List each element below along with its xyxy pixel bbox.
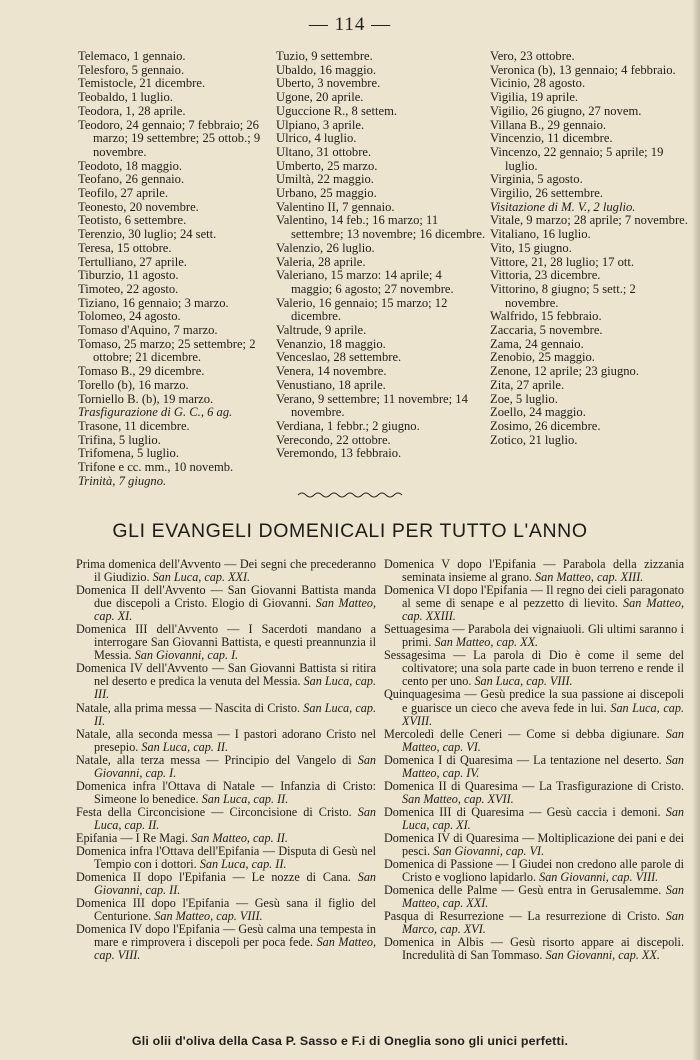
gospel-reference: San Matteo, cap. VIII. — [154, 909, 263, 924]
saint-entry: Vicinio, 28 agosto. — [490, 76, 586, 91]
saint-entry: Venera, 14 novembre. — [276, 364, 387, 379]
saint-entry: Zenone, 12 aprile; 23 giugno. — [490, 364, 639, 379]
saint-entry: Vito, 15 giugno. — [490, 240, 572, 255]
gospel-reference: San Marco, cap. XVI. — [402, 909, 685, 937]
saint-entry: Torello (b), 16 marzo. — [78, 377, 189, 392]
saint-entry: Villana B., 29 gennaio. — [490, 117, 607, 132]
gospel-reference: San Giovanni, cap. VI. — [433, 844, 545, 859]
gospel-entry — [76, 871, 376, 897]
saint-entry: Vero, 23 ottobre. — [490, 49, 575, 63]
saint-entry: Ubaldo, 16 maggio. — [276, 62, 377, 77]
saint-entry: Ulpiano, 3 aprile. — [276, 117, 365, 132]
gospel-text: Domenica IV dopo l'Epifania — Gesù calma una tempesta in mare e rimprovera i discepoli per poca fede. — [76, 922, 376, 950]
saint-entry: Zenobio, 25 maggio. — [490, 350, 595, 365]
gospel-text: Domenica II dell'Avvento — San Giovanni Battista manda due discepoli a Cristo. Elogio di Giovanni. — [76, 583, 376, 611]
gospel-reference: San Matteo, cap. XVII. — [402, 791, 514, 806]
saint-entry: Verano, 9 settembre; 11 novembre; 14 novembre. — [276, 391, 468, 420]
gospel-text: Domenica in Albis — Gesù risorto appare ai discepoli. Incredulità di San Tommaso. — [384, 935, 684, 963]
saint-entry: Ulrico, 4 luglio. — [276, 131, 357, 146]
saint-entry: Tiburzio, 11 agosto. — [78, 268, 179, 283]
gospel-reference: San Giovanni, cap. I. — [94, 752, 377, 780]
gospel-entry — [76, 754, 376, 780]
saint-entry: Tolomeo, 24 agosto. — [78, 309, 181, 324]
saint-entry: Teobaldo, 1 luglio. — [78, 90, 173, 105]
gospel-text: Natale, alla prima messa — Nascita di Cristo. — [76, 700, 301, 715]
gospel-text: Settuagesima — Parabola dei vignaiuoli. Gli ultimi saranno i primi. — [384, 622, 684, 650]
gospel-reference: San Matteo, cap. XX. — [434, 635, 539, 650]
gospel-text: Epifania — I Re Magi. — [76, 830, 189, 845]
gospel-text: Domenica III dell'Avvento — I Sacerdoti mandano a interrogare San Giovanni Battista, e questi preannunzia il Messia. — [76, 622, 376, 663]
saint-entry: Verecondo, 22 ottobre. — [276, 432, 391, 447]
saint-entry: Zoe, 5 luglio. — [490, 391, 558, 406]
saint-entry: Teresa, 15 ottobre. — [78, 240, 172, 255]
saint-entry: Zoello, 24 maggio. — [490, 405, 586, 420]
saint-entry: Telesforo, 5 gennaio. — [78, 62, 185, 77]
gospel-entry — [76, 662, 376, 701]
gospel-entry — [384, 754, 684, 780]
saint-entry: Trasfigurazione di G. C., 6 ag. — [78, 405, 233, 420]
gospel-entry — [76, 728, 376, 754]
gospel-entry — [76, 558, 376, 584]
saint-entry: Trasone, 11 dicembre. — [78, 418, 190, 433]
saint-entry: Virginia, 5 agosto. — [490, 172, 583, 187]
gospel-reference: San Luca, cap. VIII. — [474, 674, 573, 689]
saint-entry: Valenzio, 26 luglio. — [276, 240, 375, 255]
gospel-entry — [384, 936, 684, 962]
gospel-text: Quinquagesima — Gesù predice la sua passione ai discepoli e guarisce un cieco che aveva fede in lui. — [384, 687, 684, 715]
gospel-entry — [384, 649, 684, 688]
saints-column-1 — [78, 50, 272, 489]
gospel-entry — [384, 558, 684, 584]
gospels-column-1 — [76, 558, 376, 962]
saint-entry: Veremondo, 13 febbraio. — [276, 446, 402, 461]
saint-entry: Teotisto, 6 settembre. — [78, 213, 187, 228]
saint-entry: Venceslao, 28 settembre. — [276, 350, 402, 365]
saint-entry: Trifone e cc. mm., 10 novemb. — [78, 460, 234, 475]
saint-entry: Vincenzio, 11 dicembre. — [490, 131, 613, 146]
saint-entry: Walfrido, 15 febbraio. — [490, 309, 602, 324]
saint-entry: Zita, 27 aprile. — [490, 377, 565, 392]
gospel-entry — [76, 584, 376, 623]
gospel-entry — [384, 584, 684, 623]
saint-entry: Venanzio, 18 maggio. — [276, 336, 386, 351]
saint-entry: Vitale, 9 marzo; 28 aprile; 7 novembre. — [490, 213, 688, 228]
saint-entry: Valentino II, 7 gennaio. — [276, 199, 395, 214]
saint-entry: Teodoro, 24 gennaio; 7 febbraio; 26 marzo; 19 settembre; 25 ottob.; 9 novembre. — [78, 117, 261, 159]
saint-entry: Zotico, 21 luglio. — [490, 432, 578, 447]
saint-entry: Valentino, 14 feb.; 16 marzo; 11 settembre; 13 novembre; 16 dicembre. — [276, 213, 486, 242]
gospel-reference: San Matteo, cap. XXIII. — [402, 596, 684, 624]
gospel-reference: San Matteo, cap. XIII. — [535, 570, 644, 585]
saint-entry: Tomaso, 25 marzo; 25 settembre; 2 ottobre; 21 dicembre. — [78, 336, 256, 365]
gospel-reference: San Giovanni, cap. II. — [94, 870, 377, 898]
gospel-text: Domenica delle Palme — Gesù entra in Gerusalemme. — [384, 883, 662, 898]
saint-entry: Ultano, 31 ottobre. — [276, 144, 372, 159]
saint-entry: Vincenzo, 22 gennaio; 5 aprile; 19 luglio. — [490, 144, 664, 173]
saint-entry: Vittore, 21, 28 luglio; 17 ott. — [490, 254, 635, 269]
saint-entry: Teodora, 1, 28 aprile. — [78, 103, 186, 118]
gospel-text: Domenica II di Quaresima — La Trasfigurazione di Cristo. — [384, 778, 684, 793]
gospel-entry — [76, 845, 376, 871]
gospel-entry — [384, 728, 684, 754]
gospel-entry — [384, 832, 684, 858]
gospel-entry — [384, 806, 684, 832]
saint-entry: Verdiana, 1 febbr.; 2 giugno. — [276, 418, 420, 433]
gospel-reference: San Matteo, cap. VIII. — [94, 935, 376, 963]
saint-entry: Trinità, 7 giugno. — [78, 473, 167, 488]
saint-entry: Teonesto, 20 novembre. — [78, 199, 199, 214]
saint-entry: Vigilia, 19 aprile. — [490, 90, 579, 105]
gospel-reference: San Luca, cap. II. — [94, 700, 376, 728]
saint-entry: Teodoto, 18 maggio. — [78, 158, 183, 173]
saint-entry: Zaccaria, 5 novembre. — [490, 323, 603, 338]
gospel-entry — [384, 780, 684, 806]
gospel-text: Domenica II dopo l'Epifania — Le nozze di Cana. — [76, 870, 351, 885]
saints-column-3 — [490, 50, 688, 489]
gospel-text: Domenica IV dell'Avvento — San Giovanni Battista si ritira nel deserto e predica la venuta del Messia. — [76, 661, 376, 689]
saint-entry: Zosimo, 26 dicembre. — [490, 418, 601, 433]
saint-entry: Tuzio, 9 settembre. — [276, 49, 373, 63]
saint-entry: Valeria, 28 aprile. — [276, 254, 366, 269]
gospel-reference: San Luca, cap. III. — [94, 674, 377, 702]
gospel-entry — [384, 910, 684, 936]
gospel-text: Prima domenica dell'Avvento — Dei segni che precederanno il Giudizio. — [76, 557, 376, 585]
gospel-entry — [384, 858, 684, 884]
gospel-entry — [76, 702, 376, 728]
saint-entry: Telemaco, 1 gennaio. — [78, 49, 186, 63]
saint-entry: Terenzio, 30 luglio; 24 sett. — [78, 227, 217, 242]
saint-entry: Valeriano, 15 marzo: 14 aprile; 4 maggio; 6 agosto; 27 novembre. — [276, 268, 454, 296]
gospel-reference: San Matteo, cap. XI. — [94, 596, 377, 624]
gospel-text: Pasqua di Resurrezione — La resurrezione di Cristo. — [384, 909, 660, 924]
saint-entry: Teofilo, 27 aprile. — [78, 186, 169, 201]
saint-entry: Tertulliano, 27 aprile. — [78, 254, 187, 269]
gospel-text: Sessagesima — La parola di Dio è come il seme del coltivatore; una sola parte cade in buon terreno e rende il cento per uno. — [384, 648, 684, 689]
saint-entry: Valtrude, 9 aprile. — [276, 323, 367, 338]
saint-entry: Vigilio, 26 giugno, 27 novem. — [490, 103, 642, 118]
gospel-reference: San Luca, cap. XXI. — [152, 570, 251, 585]
gospel-entry — [76, 780, 376, 806]
saint-entry: Umiltà, 22 maggio. — [276, 172, 374, 187]
saint-entry: Uberto, 3 novembre. — [276, 76, 381, 91]
saint-entry: Tomaso d'Aquino, 7 marzo. — [78, 323, 218, 338]
saint-entry: Trifomena, 5 luglio. — [78, 446, 179, 461]
gospels-column-2 — [384, 558, 684, 962]
gospel-text: Domenica III di Quaresima — Gesù caccia i demoni. — [384, 804, 661, 819]
gospel-reference: San Giovanni, cap. I. — [134, 648, 239, 663]
saint-entry: Visitazione di M. V., 2 luglio. — [490, 199, 636, 214]
page-number: — 114 — — [308, 14, 392, 35]
gospel-entry — [384, 884, 684, 910]
gospel-reference: San Luca, cap. XVIII. — [402, 700, 684, 728]
gospel-reference: San Luca, cap. II. — [201, 791, 289, 806]
page-edge — [692, 0, 700, 1060]
saint-entry: Timoteo, 22 agosto. — [78, 281, 179, 296]
saint-entry: Temistocle, 21 dicembre. — [78, 76, 206, 91]
saint-entry: Urbano, 25 maggio. — [276, 186, 377, 201]
saint-entry: Tomaso B., 29 dicembre. — [78, 364, 205, 379]
gospel-text: Domenica IV di Quaresima — Moltiplicazione dei pani e dei pesci. — [384, 830, 684, 859]
gospel-reference: San Matteo, cap. VI. — [402, 726, 684, 754]
gospel-entry — [384, 623, 684, 649]
saints-calendar — [78, 49, 688, 489]
saint-entry: Umberto, 25 marzo. — [276, 158, 378, 173]
gospel-entry — [76, 923, 376, 962]
saint-entry: Teofano, 26 gennaio. — [78, 172, 185, 187]
saint-entry: Veronica (b), 13 gennaio; 4 febbraio. — [490, 62, 676, 77]
gospel-text: Domenica V dopo l'Epifania — Parabola della zizzania seminata insieme al grano. — [384, 557, 684, 585]
saint-entry: Zama, 24 gennaio. — [490, 336, 584, 351]
gospel-entry — [76, 897, 376, 923]
section-title: GLI EVANGELI DOMENICALI PER TUTTO L'ANNO — [112, 520, 588, 542]
divider-ornament — [296, 490, 404, 500]
gospel-text: Domenica VI dopo l'Epifania — Il regno dei cieli paragonato al seme di senape e al pezzetto di lievito. — [384, 583, 684, 611]
saint-entry: Trifina, 5 luglio. — [78, 432, 161, 447]
saint-entry: Torniello B. (b), 19 marzo. — [78, 391, 214, 406]
gospel-reference: San Matteo, cap. II. — [191, 830, 288, 845]
gospel-text: Festa della Circoncisione — Circoncisione di Cristo. — [76, 804, 352, 819]
saint-entry: Vittorino, 8 giugno; 5 sett.; 2 novembre. — [490, 281, 636, 310]
saint-entry: Ugone, 20 aprile. — [276, 90, 364, 105]
gospel-reference: San Matteo, cap. XXI. — [402, 883, 685, 911]
saint-entry: Uguccione R., 8 settem. — [276, 103, 398, 118]
gospel-entry — [76, 623, 376, 662]
gospel-reference: San Luca, cap. II. — [199, 857, 287, 872]
gospel-text: Domenica III dopo l'Epifania — Gesù sana il figlio del Centurione. — [76, 896, 376, 924]
saint-entry: Tiziano, 16 gennaio; 3 marzo. — [78, 295, 229, 310]
gospel-reference: San Luca, cap. II. — [94, 804, 376, 832]
advertisement-footer: Gli olii d'oliva della Casa P. Sasso e F.i di Oneglia sono gli unici perfetti. — [131, 1034, 569, 1048]
gospel-text: Domenica I di Quaresima — La tentazione nel deserto. — [384, 752, 662, 767]
gospel-reference: San Giovanni, cap. VIII. — [539, 870, 659, 885]
gospel-text: Mercoledì delle Ceneri — Come si debba digiunare. — [384, 726, 660, 741]
saint-entry: Vittoria, 23 dicembre. — [490, 268, 601, 283]
sunday-gospels — [76, 558, 684, 962]
gospel-text: Natale, alla seconda messa — I pastori adorano Cristo nel presepio. — [76, 726, 376, 754]
gospel-entry — [384, 688, 684, 727]
saint-entry: Virgilio, 26 settembre. — [490, 186, 604, 201]
saint-entry: Valerio, 16 gennaio; 15 marzo; 12 dicembre. — [276, 295, 448, 324]
gospel-text: Domenica di Passione — I Giudei non credono alle parole di Cristo e vogliono lapidarlo. — [384, 857, 684, 885]
gospel-text: Natale, alla terza messa — Principio del Vangelo di — [76, 752, 352, 767]
saint-entry: Venustiano, 18 aprile. — [276, 377, 386, 392]
gospel-text: Domenica infra l'Ottava di Natale — Infanzia di Cristo: Simeone lo benedice. — [76, 778, 376, 806]
saints-column-2 — [276, 50, 486, 489]
gospel-reference: San Giovanni, cap. XX. — [545, 948, 660, 963]
gospel-reference: San Luca, cap. XI. — [402, 804, 685, 832]
gospel-entry — [76, 806, 376, 832]
gospel-reference: San Luca, cap. II. — [141, 739, 229, 754]
gospel-text: Domenica infra l'Ottava dell'Epifania — Disputa di Gesù nel Tempio con i dottori. — [76, 844, 376, 872]
gospel-reference: San Matteo, cap. IV. — [402, 752, 684, 780]
saint-entry: Vitaliano, 16 luglio. — [490, 227, 591, 242]
